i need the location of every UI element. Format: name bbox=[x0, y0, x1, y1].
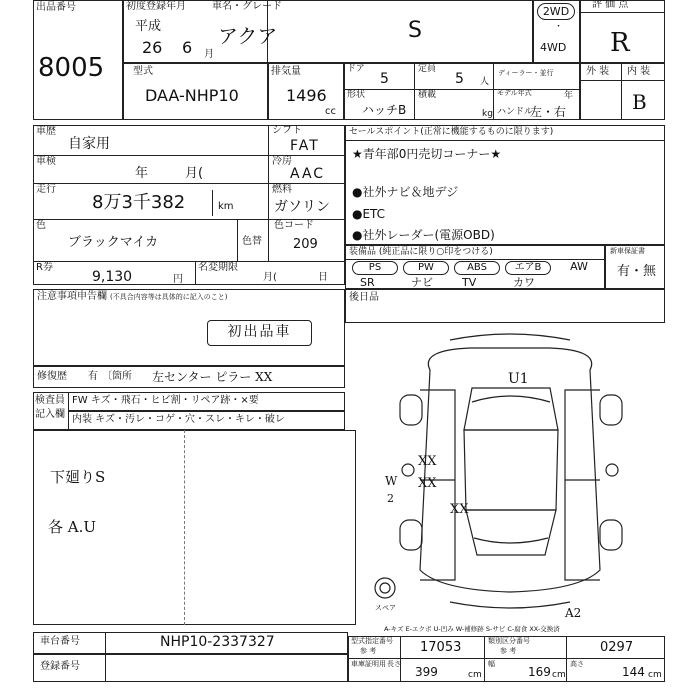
handwritten-note-2: 各 A.U bbox=[48, 518, 97, 536]
inspection-label: 車検 bbox=[36, 156, 56, 167]
ac-label: 冷房 bbox=[272, 156, 292, 167]
registration-number-label: 登録番号 bbox=[40, 661, 80, 672]
color-label: 色 bbox=[36, 220, 46, 231]
inspection-month-unit: 月( bbox=[185, 166, 204, 181]
length-label: 長さ bbox=[387, 660, 401, 668]
repair-handwritten: 左センター ピラー XX bbox=[152, 370, 273, 384]
displacement-label: 排気量 bbox=[271, 66, 301, 77]
cert-label: 車庫証明用 bbox=[351, 660, 386, 668]
handwritten-note-1: 下廻りS bbox=[50, 468, 106, 486]
type-designation-value: 17053 bbox=[420, 640, 462, 655]
damage-mark-door: XX bbox=[450, 502, 469, 517]
interior-row-text: 内装 キズ・汚レ・コゲ・穴・スレ・キレ・破レ bbox=[72, 414, 285, 425]
spare-label: スペア bbox=[375, 604, 396, 612]
height-unit: cm bbox=[648, 670, 662, 680]
model-year-label: モデル年式 bbox=[497, 89, 532, 97]
width-label: 幅 bbox=[488, 660, 495, 668]
interior-label: 内 装 bbox=[627, 66, 651, 77]
mileage-unit: km bbox=[218, 201, 234, 212]
dealer-parallel-label: ディーラー・並行 bbox=[498, 69, 554, 77]
drive-separator: ・ bbox=[554, 22, 564, 32]
model-year-unit: 年 bbox=[564, 91, 574, 101]
equipment-option-top: PS bbox=[352, 261, 398, 275]
drive-2wd-circled: 2WD bbox=[537, 3, 575, 20]
equipment-option-top: エアB bbox=[505, 261, 551, 275]
inspector-label: 検査員 bbox=[35, 395, 65, 406]
fuel-label: 燃料 bbox=[272, 184, 292, 195]
damage-mark-hood: U1 bbox=[508, 371, 529, 387]
post-delivery-box bbox=[345, 289, 665, 323]
grade-value: S bbox=[408, 18, 422, 43]
recycle-label: R券 bbox=[36, 262, 53, 273]
sales-points-label: セールスポイント(正常に機能するものに限ります) bbox=[349, 127, 554, 137]
score-value: R bbox=[610, 28, 630, 58]
fill-label: 記入欄 bbox=[35, 409, 65, 420]
height-label: 高さ bbox=[570, 660, 584, 668]
length-value: 399 bbox=[415, 665, 438, 679]
mileage-value: 8万3千382 bbox=[92, 192, 186, 213]
inspection-year-unit: 年 bbox=[135, 166, 149, 181]
equipment-label: 装備品 (純正品に限り○印をつける) bbox=[349, 247, 493, 257]
month-unit: 月 bbox=[204, 49, 214, 60]
registration-month: 6 bbox=[182, 38, 193, 57]
category-value: 0297 bbox=[600, 640, 634, 655]
damage-mark-side-w: W bbox=[385, 474, 398, 488]
shift-label: シフト bbox=[272, 125, 302, 136]
damage-mark-left-2: XX bbox=[418, 476, 437, 491]
type-designation-label: 型式指定番号 bbox=[351, 637, 393, 645]
shape-label: 形状 bbox=[347, 90, 366, 100]
declaration-label: 注意事項申告欄 bbox=[37, 291, 107, 302]
doors-label: ドア bbox=[347, 64, 365, 74]
recycle-value: 9,130 bbox=[92, 269, 133, 285]
steering-label: ハンドル bbox=[497, 107, 534, 117]
load-label: 積載 bbox=[418, 90, 437, 100]
interior-grade: B bbox=[632, 90, 647, 114]
lot-number-value: 8005 bbox=[38, 53, 105, 83]
reference-label-1: 参 考 bbox=[360, 647, 377, 655]
ac-value: AAC bbox=[290, 166, 326, 182]
car-name-value: アクア bbox=[218, 24, 278, 48]
displacement-unit: cc bbox=[325, 106, 336, 117]
equipment-option-top: ABS bbox=[454, 261, 500, 275]
lot-number-label: 出品番号 bbox=[36, 2, 76, 13]
registration-year: 26 bbox=[142, 38, 163, 57]
mileage-label: 走行 bbox=[36, 184, 56, 195]
damage-mark-left-1: XX bbox=[418, 454, 437, 469]
fuel-value: ガソリン bbox=[274, 199, 330, 215]
name-change-month: 月( bbox=[263, 272, 277, 283]
equipment-option-top: AW bbox=[570, 260, 588, 273]
model-label: 型式 bbox=[133, 66, 153, 77]
shape-value: ハッチB bbox=[362, 103, 407, 117]
first-listing-stamp: 初出品車 bbox=[207, 320, 312, 346]
repair-presence: 有 bbox=[88, 371, 98, 382]
exterior-label: 外 装 bbox=[586, 66, 610, 77]
load-unit: kg bbox=[482, 109, 493, 119]
diagram-legend: A-キズ E-エクボ U-凹み W-補修跡 S-サビ C-腐食 XX-交換済 bbox=[384, 625, 560, 633]
color-change-label: 色替 bbox=[242, 236, 262, 247]
height-value: 144 bbox=[622, 665, 645, 679]
registration-number-box bbox=[33, 654, 348, 682]
doors-value: 5 bbox=[380, 71, 389, 87]
drive-4wd: 4WD bbox=[540, 41, 567, 54]
category-label: 類別区分番号 bbox=[488, 637, 530, 645]
post-delivery-label: 後日品 bbox=[349, 292, 379, 303]
capacity-label: 定員 bbox=[418, 64, 437, 74]
equipment-option-top: PW bbox=[403, 261, 449, 275]
reference-label-2: 参 考 bbox=[500, 647, 517, 655]
color-code-value: 209 bbox=[293, 237, 318, 252]
damage-mark-side-2: 2 bbox=[387, 492, 394, 505]
name-change-day: 日 bbox=[318, 272, 328, 283]
steering-value: 左・右 bbox=[530, 105, 567, 119]
score-label: 評 価 点 bbox=[592, 0, 629, 10]
declaration-note: (不具合内容等は具体的に記入のこと) bbox=[110, 293, 228, 301]
history-value: 自家用 bbox=[68, 136, 110, 152]
first-registration-label: 初度登録年月 bbox=[126, 1, 186, 12]
color-value: ブラックマイカ bbox=[68, 235, 159, 250]
chassis-label: 車台番号 bbox=[40, 636, 80, 647]
width-value: 169 bbox=[528, 665, 551, 679]
equipment-option-bottom: ナビ bbox=[411, 276, 433, 289]
era-label: 平成 bbox=[135, 19, 162, 34]
model-value: DAA-NHP10 bbox=[145, 86, 239, 105]
damage-mark-rear: A2 bbox=[565, 606, 582, 620]
capacity-value: 5 bbox=[455, 71, 464, 87]
sales-headline: ★青年部0円売切コーナー★ bbox=[352, 147, 502, 161]
car-name-label: 車名・グレード bbox=[212, 1, 282, 12]
displacement-value: 1496 bbox=[286, 86, 327, 105]
capacity-unit: 人 bbox=[480, 77, 490, 87]
repair-place-label: 〔箇所 bbox=[102, 371, 132, 382]
shift-value: FAT bbox=[290, 138, 320, 154]
warranty-label: 新車保証書 bbox=[610, 247, 645, 255]
sales-item-radar: ●社外レーダー(電源OBD) bbox=[352, 228, 495, 242]
fw-row-text: FW キズ・飛石・ヒビ割・リペア跡・×要 bbox=[72, 395, 259, 406]
equipment-option-bottom: TV bbox=[462, 276, 477, 289]
length-unit: cm bbox=[468, 670, 482, 680]
warranty-value: 有・無 bbox=[617, 264, 657, 279]
sales-item-nav: ●社外ナビ＆地デジ bbox=[352, 185, 459, 199]
name-change-label: 名変期限 bbox=[198, 262, 238, 273]
color-code-label: 色コード bbox=[274, 220, 314, 231]
equipment-option-bottom: SR bbox=[360, 276, 375, 289]
width-unit: cm bbox=[552, 670, 566, 680]
recycle-unit: 円 bbox=[173, 274, 183, 285]
chassis-value: NHP10-2337327 bbox=[160, 634, 275, 650]
repair-history-label: 修復歴 bbox=[37, 371, 67, 382]
sales-item-etc: ●ETC bbox=[352, 207, 386, 221]
history-label: 車歴 bbox=[36, 126, 56, 137]
equipment-option-bottom: カワ bbox=[513, 276, 535, 289]
